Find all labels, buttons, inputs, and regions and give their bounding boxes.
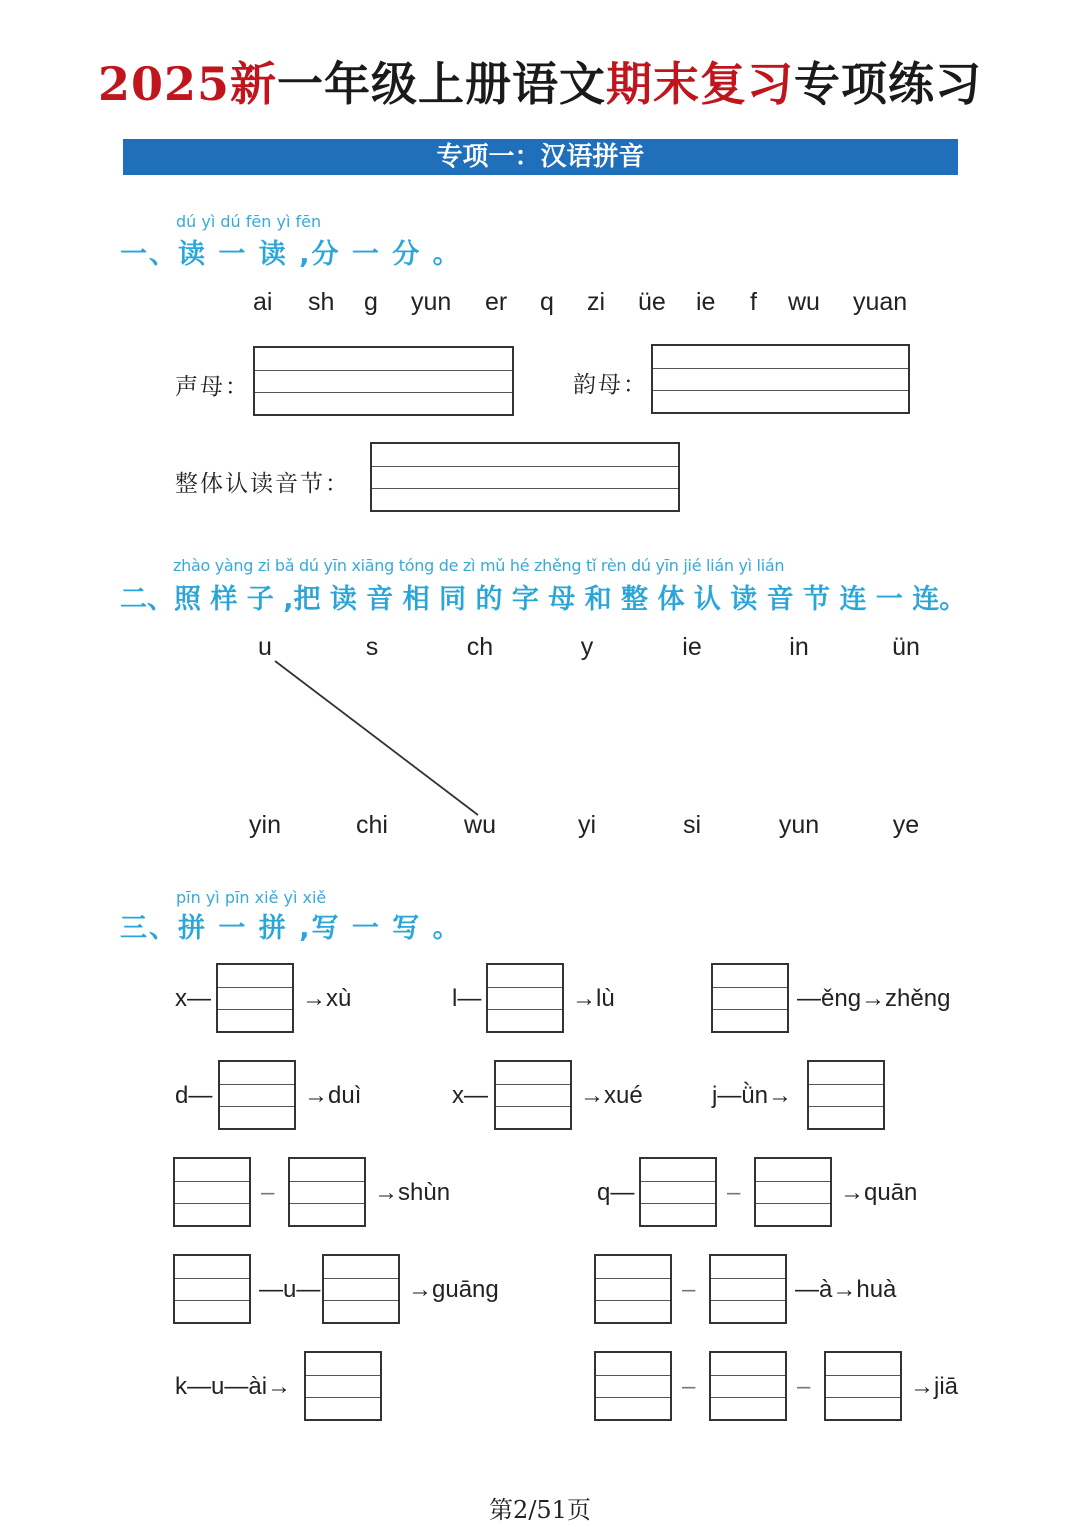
write-box[interactable]	[807, 1060, 885, 1130]
page-number: 第2/51页	[489, 1496, 591, 1524]
connect-top-item[interactable]: u	[258, 633, 272, 661]
pinyin-item: zi	[587, 288, 606, 316]
connect-top-item[interactable]: ün	[892, 633, 920, 661]
connect-bottom-item[interactable]: si	[682, 811, 702, 839]
label-zhengti: 整体认读音节：	[175, 471, 350, 497]
write-box[interactable]	[486, 963, 564, 1033]
s1-heading: 一、读 一 读 ,分 一 分 。	[120, 239, 462, 270]
pinyin-item: wu	[788, 288, 820, 316]
s3-text: l—	[452, 985, 482, 1012]
connect-bottom-item[interactable]: wu	[464, 811, 496, 839]
s3-text: d—	[175, 1082, 213, 1109]
write-box[interactable]	[754, 1157, 832, 1227]
write-box[interactable]	[594, 1254, 672, 1324]
pinyin-item: yun	[411, 288, 452, 316]
write-box[interactable]	[711, 963, 789, 1033]
label-yunmu: 韵母：	[573, 372, 648, 398]
write-box[interactable]	[216, 963, 294, 1033]
write-box[interactable]	[494, 1060, 572, 1130]
s3-text: →xù	[302, 985, 352, 1012]
pinyin-item: sh	[308, 288, 335, 316]
connect-bottom-item[interactable]: yun	[778, 811, 820, 839]
connect-top-item[interactable]: in	[789, 633, 809, 661]
s3-text: →lù	[572, 985, 615, 1012]
s1-pinyin: dú yì dú fēn yì fēn	[176, 212, 322, 231]
pinyin-item: g	[364, 288, 378, 316]
section-banner: 专项一：汉语拼音	[123, 139, 958, 175]
pinyin-item: q	[540, 288, 554, 316]
pinyin-item: yuan	[853, 288, 908, 316]
connect-bottom-item[interactable]: yi	[577, 811, 597, 839]
pinyin-item: f	[750, 288, 757, 316]
connect-bottom-item[interactable]: yin	[249, 811, 281, 839]
pinyin-item: er	[485, 288, 508, 316]
s3-pinyin: pīn yì pīn xiě yì xiě	[176, 888, 327, 907]
s3-text: x—	[175, 985, 211, 1012]
s3-text: k—u—ài→	[175, 1373, 292, 1400]
s2-heading: 二、照 样 子 ,把 读 音 相 同 的 字 母 和 整 体 认 读 音 节 连 一 连。	[120, 584, 967, 615]
connect-bottom-item[interactable]: ye	[892, 811, 920, 839]
write-box[interactable]	[173, 1157, 251, 1227]
connect-top-item[interactable]: ie	[682, 633, 702, 661]
s3-text: →guāng	[408, 1276, 499, 1303]
s3-text: –	[727, 1179, 741, 1206]
connect-top-item[interactable]: ch	[466, 633, 494, 661]
connect-bottom-item[interactable]: chi	[356, 811, 388, 839]
s3-text: –	[682, 1276, 696, 1303]
write-box[interactable]	[709, 1351, 787, 1421]
write-box[interactable]	[639, 1157, 717, 1227]
write-box[interactable]	[304, 1351, 382, 1421]
write-box[interactable]	[288, 1157, 366, 1227]
s3-text: –	[797, 1373, 811, 1400]
write-box[interactable]	[824, 1351, 902, 1421]
connect-top-item[interactable]: y	[580, 633, 594, 661]
s3-text: →duì	[304, 1082, 362, 1109]
connect-top-item[interactable]: s	[365, 633, 379, 661]
s3-text: x—	[452, 1082, 488, 1109]
write-box[interactable]	[594, 1351, 672, 1421]
s3-text: →xué	[580, 1082, 643, 1109]
s3-text: q—	[597, 1179, 635, 1206]
s3-text: →shùn	[374, 1179, 451, 1206]
s3-heading: 三、拼 一 拼 ,写 一 写 。	[120, 913, 462, 944]
s3-text: —u—	[259, 1276, 321, 1303]
pinyin-item: ie	[696, 288, 716, 316]
s3-text: —ěng→zhěng	[797, 985, 951, 1012]
s3-text: —à→huà	[795, 1276, 897, 1303]
label-shengmu: 声母：	[175, 374, 250, 400]
s3-text: →jiā	[910, 1373, 959, 1400]
write-box[interactable]	[173, 1254, 251, 1324]
s3-text: –	[261, 1179, 275, 1206]
s2-pinyin: zhào yàng zi bǎ dú yīn xiāng tóng de zì mǔ hé zhěng tǐ rèn dú yīn jié lián yì lián	[173, 556, 785, 575]
write-box[interactable]	[322, 1254, 400, 1324]
s3-text: –	[682, 1373, 696, 1400]
pinyin-item: üe	[638, 288, 666, 316]
write-box[interactable]	[218, 1060, 296, 1130]
s3-text: →quān	[840, 1179, 918, 1206]
pinyin-item: ai	[253, 288, 273, 316]
page-title: 2025新一年级上册语文期末复习专项练习	[97, 57, 983, 111]
s3-text: j—ǜn→	[712, 1082, 793, 1109]
write-box[interactable]	[709, 1254, 787, 1324]
